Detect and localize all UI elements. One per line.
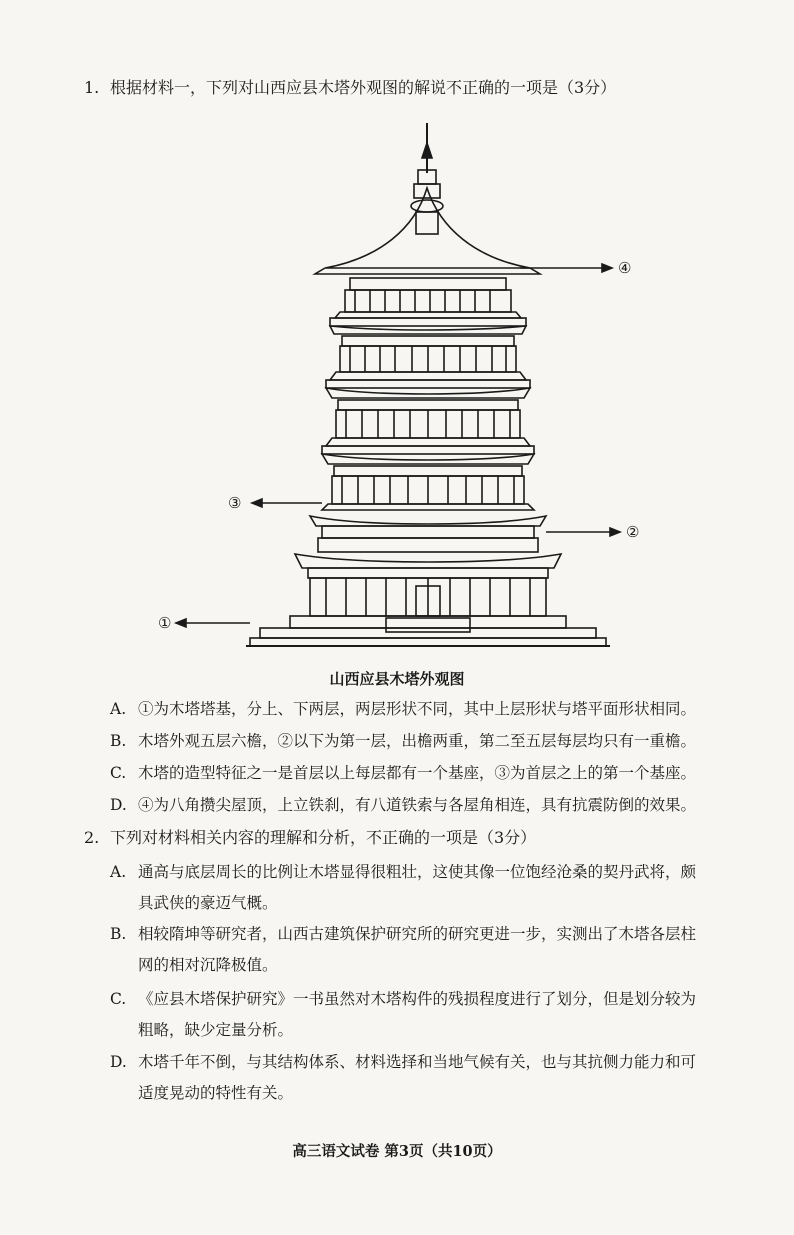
label-3: ③ (228, 494, 242, 512)
label-2: ② (626, 523, 640, 541)
question-2-stem (84, 826, 774, 850)
question-number: 1. (84, 78, 100, 97)
q1-option-a: A. ①为木塔塔基，分上、下两层，两层形状不同，其中上层形状与塔平面形状相同。 (110, 700, 697, 718)
q1-option-d: D. ④为八角攒尖屋顶，上立铁刹，有八道铁索与各屋角相连，具有抗震防倒的效果。 (110, 796, 697, 814)
label-1: ① (158, 614, 172, 632)
q2-option-a: A. 通高与底层周长的比例让木塔显得很粗壮，这使其像一位饱经沧桑的契丹武将，颇 具武侠的豪迈气概。 (110, 863, 697, 912)
q1-option-b: B. 木塔外观五层六檐，②以下为第一层，出檐两重，第二至五层每层均只有一重檐。 (110, 732, 697, 750)
q2-option-c: C. 《应县木塔保护研究》一书虽然对木塔构件的残损程度进行了划分，但是划分较为 粗略，缺少定量分析。 (110, 990, 697, 1039)
question-text: 下列对材料相关内容的理解和分析，不正确的一项是（3分） (110, 828, 537, 847)
page-footer: 高三语文试卷 第3页（共10页） (292, 1143, 502, 1160)
question-text: 根据材料一，下列对山西应县木塔外观图的解说不正确的一项是（3分） (110, 78, 617, 97)
q2-option-b: B. 相较隋坤等研究者，山西古建筑保护研究所的研究更进一步，实测出了木塔各层柱 网的相对沉降极值。 (110, 925, 697, 974)
question-number: 2. (84, 828, 100, 847)
figure-caption: 山西应县木塔外观图 (329, 670, 465, 688)
pagoda-figure (150, 118, 650, 663)
q1-option-c: C. 木塔的造型特征之一是首层以上每层都有一个基座，③为首层之上的第一个基座。 (110, 764, 697, 782)
label-4: ④ (618, 259, 632, 277)
q2-option-d: D. 木塔千年不倒，与其结构体系、材料选择和当地气候有关，也与其抗侧力能力和可 适度晃动的特性有关。 (110, 1053, 697, 1102)
question-1-stem (84, 76, 774, 100)
